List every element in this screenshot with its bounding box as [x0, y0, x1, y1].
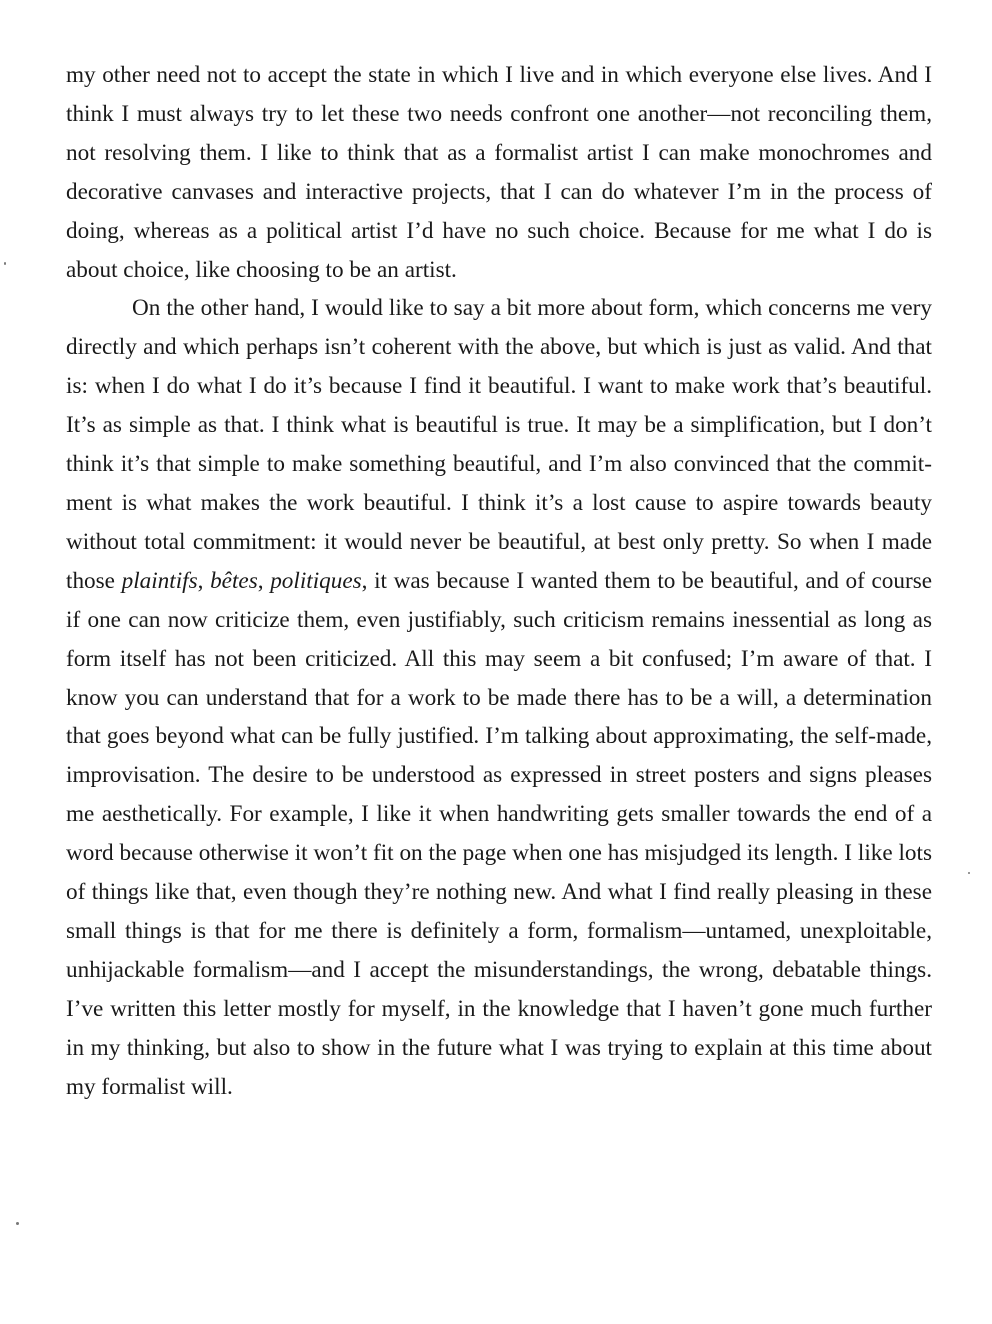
italic-term: politiques [270, 567, 362, 594]
italic-term: bêtes [210, 567, 258, 594]
scan-speck [4, 262, 6, 265]
text-segment: , [257, 567, 271, 594]
text-segment: , [197, 567, 211, 594]
scan-speck [16, 1222, 19, 1225]
text-segment: , it was because I wanted them to be beautiful, and of course if one can now criticize them, even justifiably, such criticism remains inessential as long as form itself has not been criticized. All this may seem a bit confused; I’m aware of that. I know you can understand that for a work to be made there has to be a will, a determination that goes beyond what can be fully justified. I’m talking about approximating, the self-made, improvisation. The desire to be understood as expressed in street posters and signs pleases me aesthetically. For example, I like it when handwriting gets smaller towards the end of a word because otherwise it won’t fit on the page when one has misjudged its length. I like lots of things like that, even though they’re nothing new. And what I find really pleasing in these small things is that for me there is definitely a form, formalism—untamed, unexploitable, unhijackable formalism—and I accept the misunderstandings, the wrong, debatable things. I’ve written this letter mostly for myself, in the knowledge that I haven’t gone much further in my thinking, but also to show in the future what I was trying to explain at this time about my formalist will. [66, 567, 933, 1100]
italic-term: plaintifs [121, 567, 198, 594]
text-segment: On the other hand, I would like to say a bit more about form, which concerns me very directly and which perhaps isn’t coherent with the above, but which is just as valid. And that is: when I do what I do it’s because I find it beautiful. I want to make work that’s beautiful. It’s as simple as that. I think what is beautiful is true. It may be a simplification, but I don’t think it’s that simple to make something beautiful, and I’m also convinced that the commitment is what makes the work beautiful. I think it’s a lost cause to aspire towards beauty without total commitment: it would never be beautiful, at best only pretty. So when I made those [66, 295, 932, 594]
paragraph [66, 289, 932, 1106]
scan-speck [968, 872, 970, 874]
text-segment: my other need not to accept the state in which I live and in which everyone else lives. And I think I must always try to let these two needs confront one another—not reconciling them, not resolving them. I like to think that as a formalist artist I can make monochromes and decorative canvases and interactive projects, that I can do whatever I’m in the process of doing, whereas as a political artist I’d have no such choice. Because for me what I do is about choice, like choosing to be an artist. [66, 62, 932, 283]
text-body [66, 56, 932, 1106]
paragraph [66, 56, 932, 289]
